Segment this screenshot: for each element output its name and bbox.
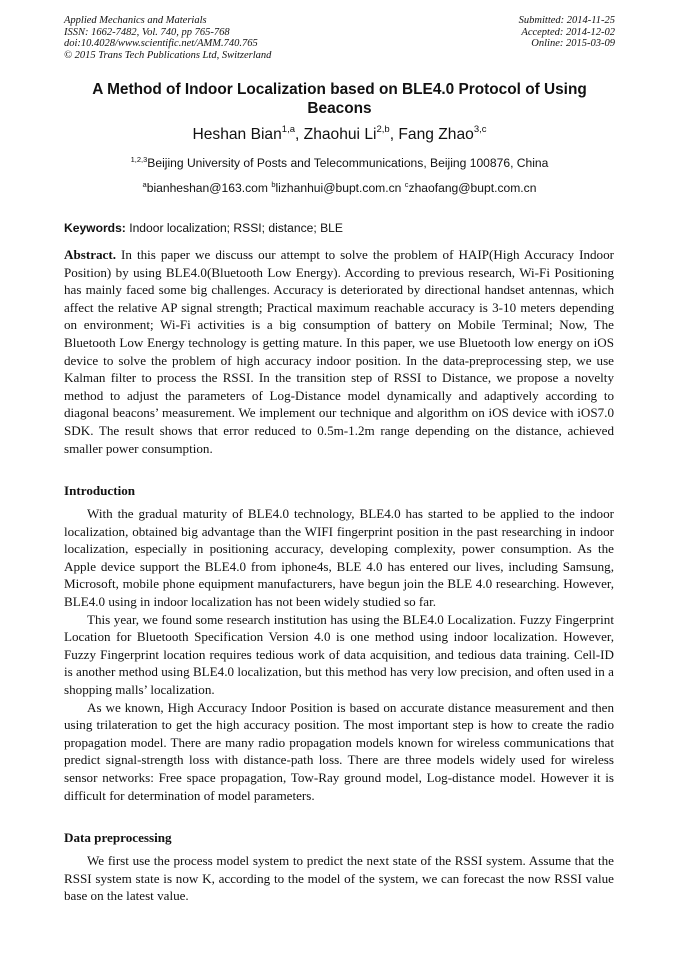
keywords (64, 220, 615, 236)
body-paragraph: This year, we found some research institution has using the BLE4.0 Localization. Fuzzy Fingerprint Location for Bluetooth Specification Version 4.0 is one method using indoor localization. However, Fuzzy Fingerprint location requires tedious work of data acquisition, and tedious data training. Cell-ID is another method using BLE4.0 localization, but this method has very low precision, and often used in a shopping malls’ localization. (64, 611, 614, 697)
email-address[interactable]: lizhanhui@bupt.com.cn (275, 181, 402, 195)
abstract-label: Abstract. (64, 247, 116, 262)
introduction-section (64, 505, 614, 804)
author-name: Zhaohui Li (303, 126, 377, 143)
affiliation (64, 155, 615, 171)
journal-name: Applied Mechanics and Materials (64, 15, 207, 26)
abstract-text: In this paper we discuss our attempt to solve the problem of HAIP(High Accuracy Indoor Position) by using BLE4.0(Bluetooth Low Energy). According to previous research, Wi-Fi Positioning has mainly faced some big challenges. Accuracy is deteriorated by directional handset antennas, which affect the relative AP signal strength; Practical maximum reachable accuracy is 3-10 meters depending on environment; Wi-Fi activities is a big consumption of battery on Mobile Terminal; Now, The Bluetooth Low Energy technology is getting mature. In this paper, we use Bluetooth low energy on iOS device to solve the problem of high accuracy indoor position. In the data-preprocessing step, we use Kalman filter to process the RSSI. In the transition step of RSSI to Distance, we propose a novelty method to adjust the parameters of Log-Distance model dynamically and adaptively according to diagonal beacons’ measurement. We implement our technique and algorithm on iOS device with iOS7.0 SDK. The result shows that error reduced to 0.5m-1.2m range depending on the distance, achieved smaller power consumption. (64, 247, 614, 456)
email-mark: c (404, 180, 409, 189)
abstract-paragraph (64, 246, 614, 457)
author-name: Fang Zhao (398, 126, 474, 143)
affiliation-text: Beijing University of Posts and Telecommunications, Beijing 100876, China (147, 156, 549, 170)
keywords-label: Keywords: (64, 221, 126, 235)
submitted-date: Submitted: 2014-11-25 (518, 15, 615, 26)
affiliation-mark: 1,2,3 (130, 155, 148, 164)
keywords-text: Indoor localization; RSSI; distance; BLE (129, 221, 343, 235)
data-preprocessing-heading: Data preprocessing (64, 830, 172, 845)
body-paragraph: As we known, High Accuracy Indoor Position is based on accurate distance measurement and then using trilateration to get the high accuracy position. The most important step is how to create the radio propagation model. There are many radio propagation models known for wireless communications that predict signal-strength loss with distance-path loss. There are three models widely used for wireless sensor networks: Free space propagation, Tow-Ray ground model, Log-distance model. However it is difficult for determination of model parameters. (64, 699, 614, 803)
publication-dates (519, 15, 615, 50)
journal-info (64, 15, 271, 61)
email-mark: a (142, 180, 147, 189)
author-name: Heshan Bian (192, 126, 282, 143)
email-mark: b (271, 180, 276, 189)
email-list (64, 180, 615, 196)
abstract (64, 246, 614, 457)
issn: ISSN: 1662-7482, Vol. 740, pp 765-768 (64, 26, 230, 38)
accepted-date: Accepted: 2014-12-02 (521, 26, 615, 38)
body-paragraph: With the gradual maturity of BLE4.0 technology, BLE4.0 has started to be applied to the indoor localization, obtained big advantage than the WIFI fingerprint position in the past researching in indoor localization, especially in positioning accuracy, developing complexity, power consumption. As the Apple device support the BLE4.0 from iphone4s, BLE 4.0 has entered our lives, including Samsung, Microsoft, mobile phone equipment manufacturers, have begun join the BLE 4.0 researching. However, BLE4.0 using in indoor localization has not been widely studied so far. (64, 506, 614, 609)
copyright: © 2015 Trans Tech Publications Ltd, Switzerland (64, 49, 272, 61)
email-address[interactable]: bianheshan@163.com (146, 181, 268, 195)
email-address[interactable]: zhaofang@bupt.com.cn (408, 181, 537, 195)
introduction-heading: Introduction (64, 483, 136, 498)
author-affiliation-mark: 3,c (473, 124, 487, 135)
author-list: Heshan Bian$^{1,a}$, Zhaohui Li$^{2,b}$, Fang Zhao$^{3,c}$ (192, 124, 487, 143)
author-affiliation-mark: 1,a (281, 124, 295, 135)
data-preprocessing-section (64, 852, 614, 905)
author-affiliation-mark: 2,b (376, 124, 390, 135)
online-date: Online: 2015-03-09 (531, 38, 615, 50)
doi: doi:10.4028/www.scientific.net/AMM.740.765 (64, 38, 258, 50)
paper-title: A Method of Indoor Localization based on BLE4.0 Protocol of Using Beacons (92, 81, 587, 117)
body-paragraph: We first use the process model system to predict the next state of the RSSI system. Assume that the RSSI system state is now K, according to the model of the system, we can forecast the now RSSI value base on the latest value. (64, 853, 614, 904)
